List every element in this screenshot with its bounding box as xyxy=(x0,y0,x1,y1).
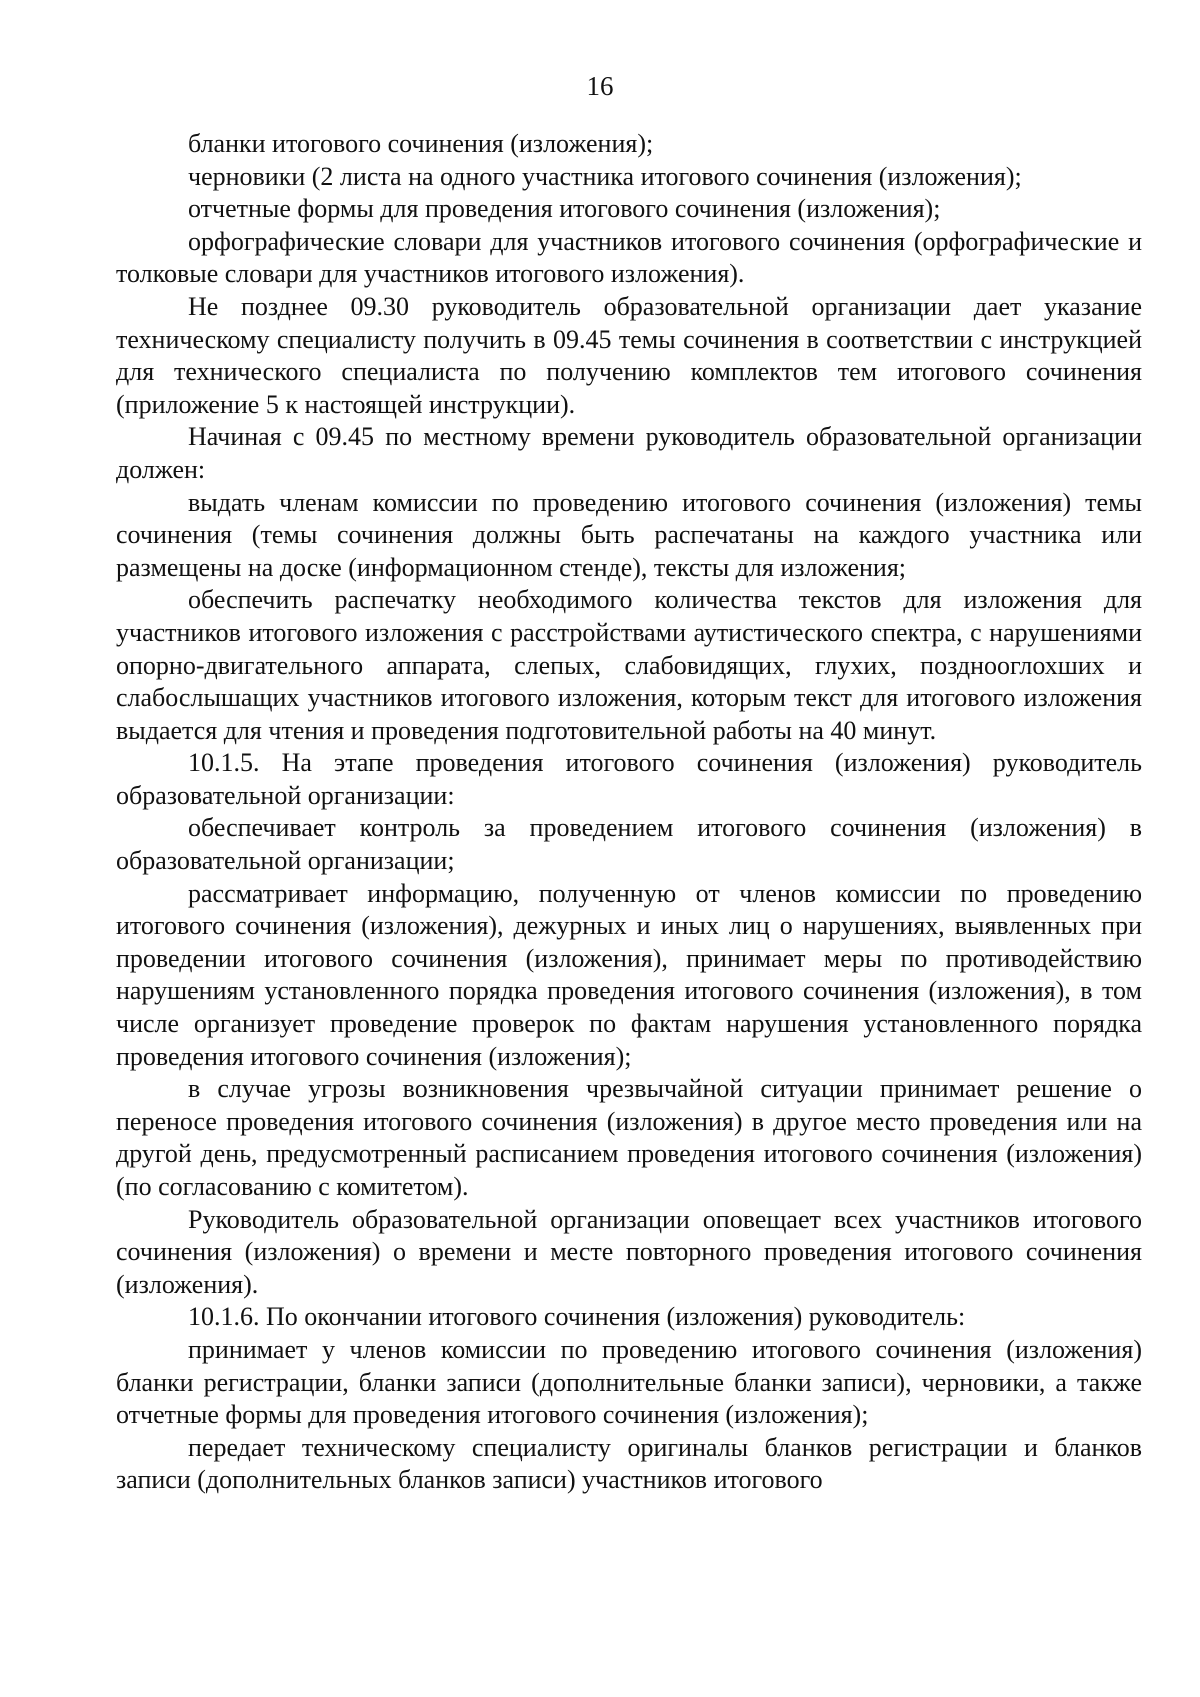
paragraph: Начиная с 09.45 по местному времени руководитель образовательной организации должен: xyxy=(116,422,1142,484)
paragraph: орфографические словари для участников итогового сочинения (орфографические и толковые словари для участников итогового изложения). xyxy=(116,226,1142,289)
paragraph: черновики (2 листа на одного участника итогового сочинения (изложения); xyxy=(188,161,1022,191)
paragraph: принимает у членов комиссии по проведению итогового сочинения (изложения) бланки регистрации, бланки записи (дополнительные бланки записи), черновики, а также отчетные формы для проведения итогового сочинения (изложения); xyxy=(116,1334,1142,1430)
paragraph: в случае угрозы возникновения чрезвычайной ситуации принимает решение о переносе проведения итогового сочинения (изложения) в другое место проведения или на другой день, предусмотренный расписанием проведения итогового сочинения (изложения) (по согласованию с комитетом). xyxy=(116,1074,1142,1201)
paragraph: 10.1.5. На этапе проведения итогового сочинения (изложения) руководитель образовательной организации: xyxy=(116,748,1142,810)
paragraph: передает техническому специалисту оригиналы бланков регистрации и бланков записи (дополнительных бланков записи) участников итогового xyxy=(116,1432,1142,1495)
paragraph: рассматривает информацию, полученную от членов комиссии по проведению итогового сочинения (изложения), дежурных и иных лиц о нарушениях, выявленных при проведении итогового сочинения (изложения), принимает меры по противодействию нарушениям установленного порядка проведения итогового сочинения (изложения), в том числе организует проведение проверок по фактам нарушения установленного порядка проведения итогового сочинения (изложения); xyxy=(116,878,1142,1071)
paragraph: отчетные формы для проведения итогового сочинения (изложения); xyxy=(188,194,941,224)
paragraph: обеспечить распечатку необходимого количества текстов для изложения для участников итогового изложения с расстройствами аутистического спектра, с нарушениями опорно-двигательного аппарата, слепых, слабовидящих, глухих, позднооглохших и слабослышащих участников итогового изложения, которым текст для итогового изложения выдается для чтения и проведения подготовительной работы на 40 минут. xyxy=(116,585,1142,745)
paragraph: 10.1.6. По окончании итогового сочинения (изложения) руководитель: xyxy=(188,1302,966,1332)
body-text xyxy=(116,128,1142,1497)
paragraph: обеспечивает контроль за проведением итогового сочинения (изложения) в образовательной организации; xyxy=(116,813,1142,876)
paragraph: Не позднее 09.30 руководитель образовательной организации дает указание техническому специалисту получить в 09.45 темы сочинения в соответствии с инструкцией для технического специалиста по получению комплектов тем итогового сочинения (приложение 5 к настоящей инструкции). xyxy=(116,291,1142,419)
paragraph: выдать членам комиссии по проведению итогового сочинения (изложения) темы сочинения (темы сочинения должны быть распечатаны на каждого участника или размещены на доске (информационном стенде), тексты для изложения; xyxy=(116,487,1142,582)
paragraph: бланки итогового сочинения (изложения); xyxy=(188,129,654,158)
page-number: 16 xyxy=(586,71,614,101)
paragraph: Руководитель образовательной организации оповещает всех участников итогового сочинения (изложения) о времени и месте повторного проведения итогового сочинения (изложения). xyxy=(116,1204,1142,1299)
